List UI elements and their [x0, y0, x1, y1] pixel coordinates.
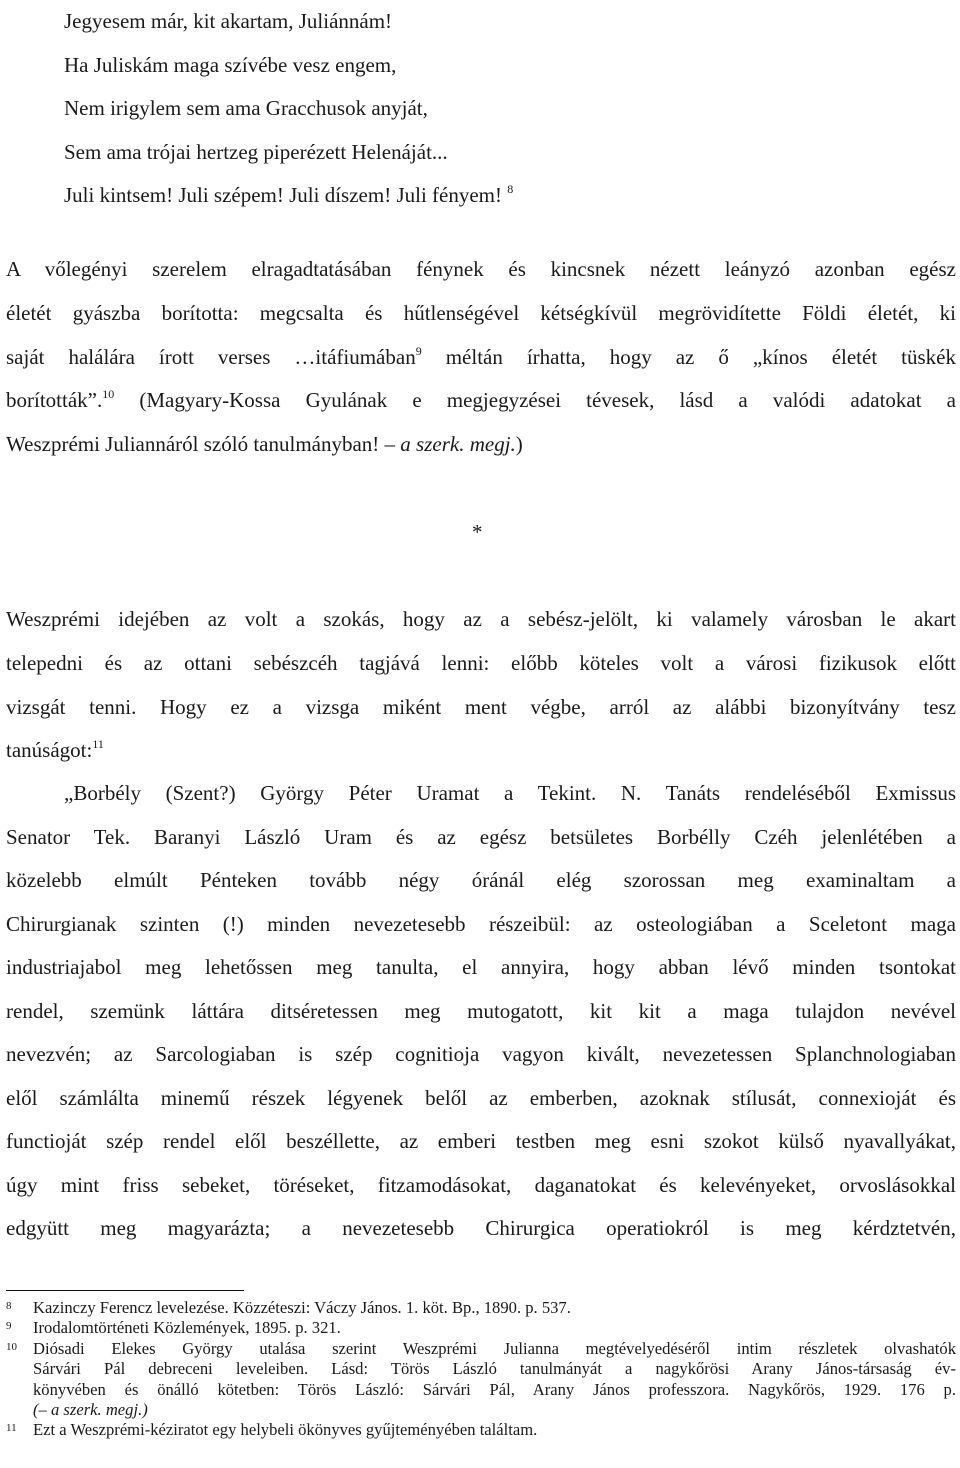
paragraph-2 — [6, 598, 956, 773]
footnote-text: könyvében és önálló kötetben: Törös László: Sárvári Pál, Arany János professzora. Nagykőrös, 1929. 176 p. — [33, 1379, 956, 1399]
paragraph-line: A vőlegényi szerelem elragadtatásában fénynek és kincsnek nézett leányzó azonban egész — [6, 257, 956, 281]
paragraph-line — [6, 336, 956, 380]
footnote-number: 10 — [6, 1340, 17, 1353]
footnote-ref[interactable]: 8 — [507, 182, 514, 196]
footnotes — [6, 1298, 956, 1441]
verse-line: Sem ama trójai hertzeg piperézett Helenáját... — [64, 139, 448, 164]
footnote-9 — [6, 1318, 956, 1338]
line-text: Weszprémi Juliannáról szóló tanulmányban! — [6, 432, 385, 457]
paragraph-line: úgy mint friss sebeket, töréseket, fitzamodásokat, daganatokat és kelevényeket, orvoslásokkal — [6, 1172, 956, 1197]
line-text: „Borbély (Szent?) György Péter Uramat a Tekint. N. Tanáts rendeléséből Exmissus — [64, 781, 956, 805]
footnote-separator — [6, 1290, 244, 1291]
line-text: ) — [515, 432, 523, 457]
paragraph-line: Senator Tek. Baranyi László Uram és az egész betsületes Borbélly Czéh jelenlétében a — [6, 824, 956, 849]
paragraph-line — [6, 772, 956, 816]
paragraph-line: rendel, szemünk láttára ditséretessen meg mutogatott, kit kit a maga tulajdon nevével — [6, 998, 956, 1023]
paragraph-line: telepedni és az ottani sebészcéh tagjává lenni: előbb köteles volt a városi fizikusok előtt — [6, 650, 956, 675]
line-text: borították”. — [6, 388, 103, 413]
footnote-number: 8 — [6, 1300, 12, 1312]
footnote-ref[interactable]: 10 — [102, 387, 115, 402]
verse-line: Jegyesem már, kit akartam, Juliánnám! — [64, 9, 393, 33]
paragraph-line — [6, 379, 956, 423]
quoted-certificate — [6, 772, 956, 1251]
verse-block — [64, 0, 513, 218]
paragraph-line — [6, 423, 956, 467]
footnote-11 — [6, 1420, 956, 1440]
footnote-editor-note — [33, 1400, 956, 1420]
editor-note: – a szerk. megj. — [384, 432, 516, 457]
paragraph-line: functioját szép rendel elől beszéllette, az emberi testben meg esni szokot külső nyavallyákat, — [6, 1129, 956, 1153]
verse-line: Ha Juliskám maga szívébe vesz engem, — [64, 52, 397, 77]
line-text: tanúságot: — [6, 738, 93, 763]
footnote-ref[interactable]: 9 — [415, 343, 422, 358]
paragraph-line: életét gyászba borította: megcsalta és hűtlenségével kétségkívül megrövidítette Földi életét, ki — [6, 300, 956, 325]
paragraph-line: industriajabol meg lehetőssen meg tanulta, el annyira, hogy abban lévő minden tsontokat — [6, 955, 956, 979]
paragraph-line: Weszprémi idejében az volt a szokás, hogy az a sebész-jelölt, ki valamely városban le akart — [6, 607, 956, 631]
line-text: saját halálára írott verses …itáfiumában — [6, 344, 416, 369]
footnote-8 — [6, 1298, 956, 1318]
section-separator: * — [472, 520, 483, 544]
editor-note: (– a szerk. megj.) — [33, 1400, 148, 1420]
verse-line: Nem irigylem sem ama Gracchusok anyját, — [64, 96, 428, 120]
footnote-text: Ezt a Weszprémi-kéziratot egy helybeli ökönyves gyűjteményében találtam. — [33, 1420, 538, 1440]
footnote-10 — [6, 1339, 956, 1421]
verse-line-text: Juli kintsem! Juli szépem! Juli díszem! Juli fényem! — [64, 183, 503, 207]
paragraph-line: közelebb elmúlt Pénteken tovább négy óránál elég szorossan meg examinaltam a — [6, 868, 956, 892]
paragraph-1 — [6, 248, 956, 467]
footnote-text: Diósadi Elekes György utalása szerint Weszprémi Julianna megtévelyedéséről intim részletek olvashatók — [33, 1338, 956, 1358]
footnote-number: 9 — [6, 1320, 12, 1333]
paragraph-line: elől számlálta minemű részek légyenek belől az emberben, azoknak stílusát, connexioját és — [6, 1085, 956, 1110]
paragraph-line: Chirurgianak szinten (!) minden nevezetesebb részeibül: az osteologiában a Sceletont maga — [6, 911, 956, 936]
line-text: (Magyary-Kossa Gyulának e megjegyzései tévesek, lásd a valódi adatokat a — [114, 388, 956, 413]
footnote-text: Sárvári Pál debreceni leveleiben. Lásd: Törös László tanulmányát a nagykőrösi Arany János-társaság év- — [33, 1359, 956, 1379]
verse-line — [64, 174, 513, 218]
paragraph-line: edgyütt meg magyarázta; a nevezetesebb Chirurgica operatiokról is meg kérdztetvén, — [6, 1216, 956, 1240]
paragraph-line — [6, 729, 956, 773]
footnote-ref[interactable]: 11 — [92, 737, 104, 752]
line-text: méltán írhatta, hogy az ő „kínos életét tüskék — [421, 344, 956, 369]
paragraph-line: nevezvén; az Sarcologiaban is szép cognitioja vagyon kivált, nevezetessen Splanchnologiaban — [6, 1042, 956, 1066]
footnote-text: Kazinczy Ferencz levelezése. Közzéteszi: Váczy János. 1. köt. Bp., 1890. p. 537. — [33, 1298, 571, 1317]
paragraph-line: vizsgát tenni. Hogy ez a vizsga miként ment végbe, arról az alábbi bizonyítvány tesz — [6, 694, 956, 719]
footnote-text: Irodalomtörténeti Közlemények, 1895. p. 321. — [33, 1318, 341, 1338]
footnote-number: 11 — [6, 1422, 17, 1435]
